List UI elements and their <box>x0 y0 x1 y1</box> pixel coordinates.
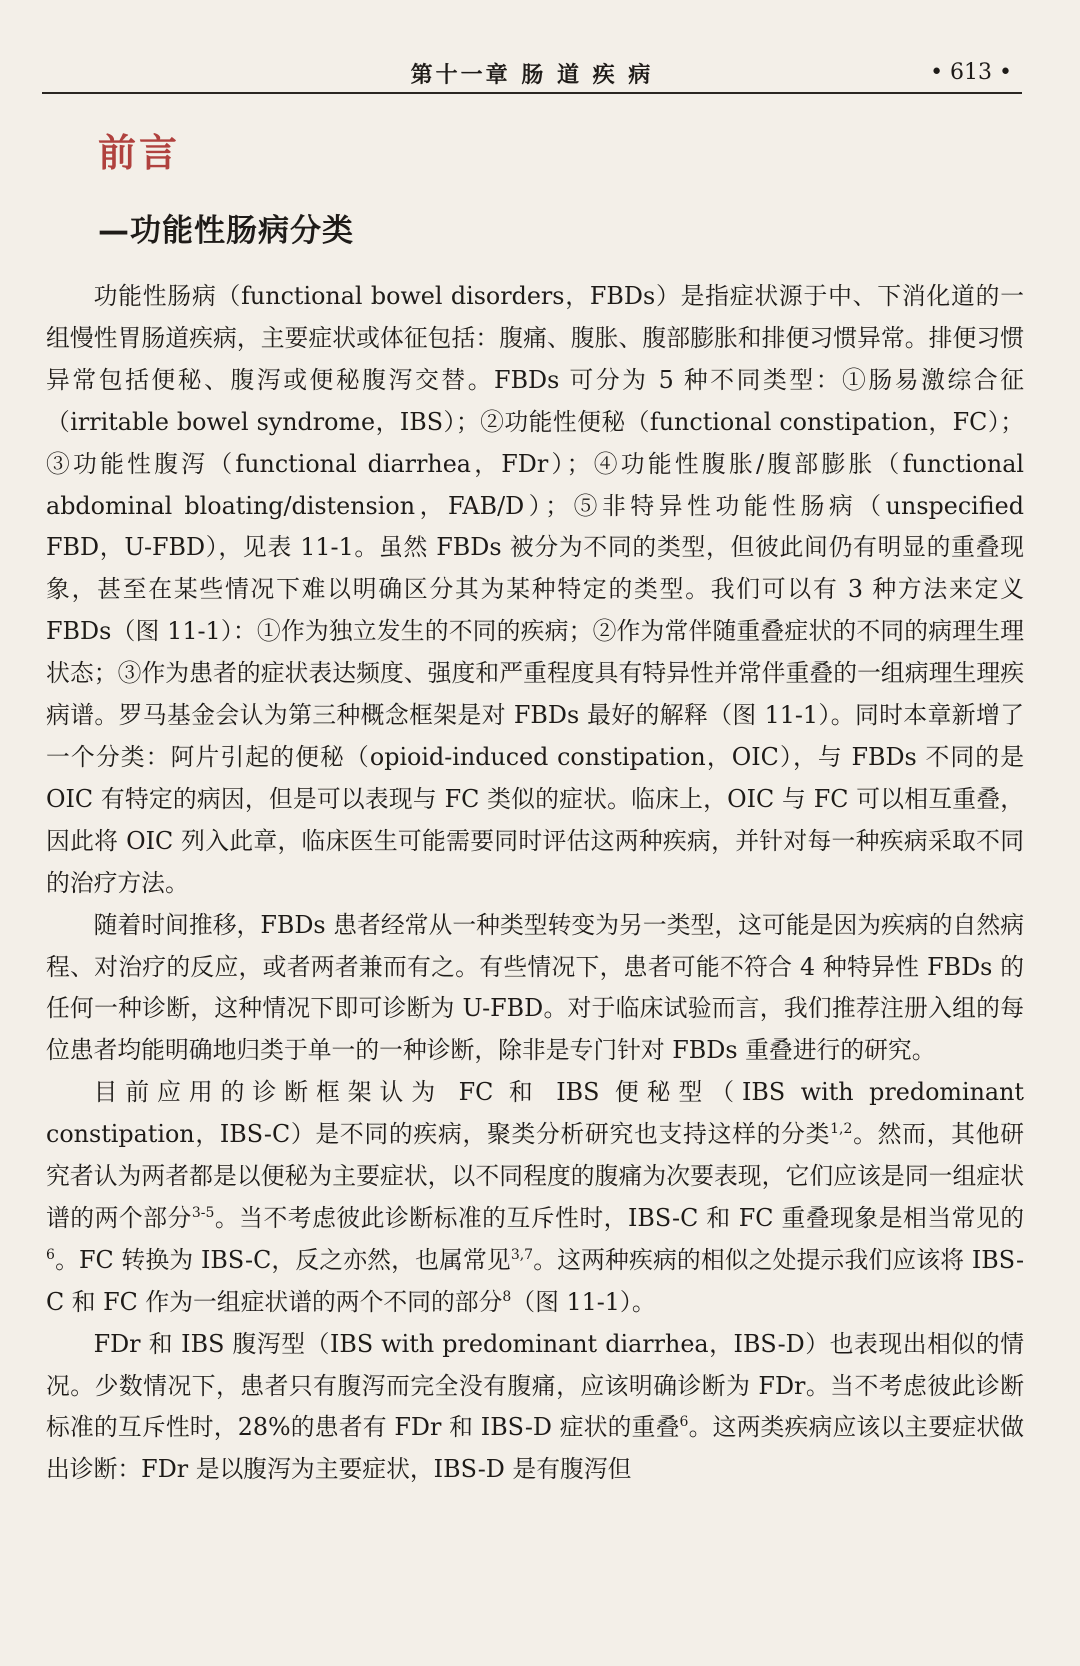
paragraph-3-text-f: （图 11-1）。 <box>511 1287 656 1316</box>
paragraph-4-text-a: FDr 和 IBS 腹泻型（IBS with predominant diarrhea，IBS-D）也表现出相似的情况。少数情况下，患者只有腹泻而完全没有腹痛，应该明确诊断为 FDr。当不考虑彼此诊断标准的互斥性时，28%的患者有 FDr 和 IBS-D 症状的重叠 <box>46 1329 1024 1442</box>
paragraph-3-text-a: 目前应用的诊断框架认为 FC 和 IBS 便秘型（IBS with predominant constipation，IBS-C）是不同的疾病，聚类分析研究也支持这样的分类 <box>46 1078 1024 1149</box>
citation-superscript: 3-5 <box>191 1205 215 1222</box>
paragraph-2: 随着时间推移，FBDs 患者经常从一种类型转变为另一类型，这可能是因为疾病的自然病程、对治疗的反应，或者两者兼而有之。有些情况下，患者可能不符合 4 种特异性 FBDs 的任何一种诊断，这种情况下即可诊断为 U-FBD。对于临床试验而言，我们推荐注册入组的每位患者均能明确地归类于单一的一种诊断，除非是专门针对 FBDs 重叠进行的研究。 <box>46 910 1024 1065</box>
section-title: 前言 <box>98 131 181 175</box>
paragraph-3-text-d: 。FC 转换为 IBS-C，反之亦然，也属常见 <box>54 1245 511 1274</box>
paragraph-3-text-c: 。当不考虑彼此诊断标准的互斥性时，IBS-C 和 FC 重叠现象是相当常见的 <box>214 1203 1024 1232</box>
paragraph-1: 功能性肠病（functional bowel disorders，FBDs）是指症状源于中、下消化道的一组慢性胃肠道疾病，主要症状或体征包括：腹痛、腹胀、腹部膨胀和排便习惯异常。排便习惯异常包括便秘、腹泻或便秘腹泻交替。FBDs 可分为 5 种不同类型：①肠易激综合征（irritable bowel syndrome，IBS）；②功能性便秘（functional constipation，FC）；③功能性腹泻（functional diarrhea，FDr）；④功能性腹胀/腹部膨胀（functional abdominal bloating/distension，FAB/D）；⑤非特异性功能性肠病（unspecified FBD，U-FBD），见表 11-1。虽然 FBDs 被分为不同的类型，但彼此间仍有明显的重叠现象，甚至在某些情况下难以明确区分其为某种特定的类型。我们可以有 3 种方法来定义 FBDs（图 11-1）：①作为独立发生的不同的疾病；②作为常伴随重叠症状的不同的病理生理状态；③作为患者的症状表达频度、强度和严重程度具有特异性并常伴重叠的一组病理生理疾病谱。罗马基金会认为第三种概念框架是对 FBDs 最好的解释（图 11-1）。同时本章新增了一个分类：阿片引起的便秘（opioid-induced constipation，OIC），与 FBDs 不同的是 OIC 有特定的病因，但是可以表现与 FC 类似的症状。临床上，OIC 与 FC 可以相互重叠，因此将 OIC 列入此章，临床医生可能需要同时评估这两种疾病，并针对每一种疾病采取不同的治疗方法。 <box>46 282 1024 897</box>
citation-superscript: 1,2 <box>830 1121 853 1138</box>
chapter-title: 第十一章 肠 道 疾 病 <box>410 62 654 88</box>
page-number: • 613 • <box>930 60 1012 85</box>
citation-superscript: 6 <box>46 1246 55 1263</box>
running-header <box>42 52 1022 94</box>
citation-superscript: 8 <box>502 1288 512 1305</box>
paragraph-3-text-e: 。这两种疾病的相似之处提示我们应该将 IBS-C 和 FC 作为一组症状谱的两个不同的部分 <box>46 1245 1024 1316</box>
citation-superscript: 6 <box>679 1414 689 1431</box>
citation-superscript: 3,7 <box>510 1246 534 1263</box>
paragraph-4 <box>46 1324 1024 1492</box>
paragraph-4-text-b: 。这两类疾病应该以主要症状做出诊断：FDr 是以腹泻为主要症状，IBS-D 是有腹泻但 <box>46 1413 1025 1484</box>
paragraph-3-text-b: 。然而，其他研究者认为两者都是以便秘为主要症状，以不同程度的腹痛为次要表现，它们应该是同一组症状谱的两个部分 <box>46 1120 1024 1232</box>
section-subtitle: —功能性肠病分类 <box>98 213 354 249</box>
paragraph-3 <box>46 1072 1024 1323</box>
body-text <box>46 276 1024 1491</box>
